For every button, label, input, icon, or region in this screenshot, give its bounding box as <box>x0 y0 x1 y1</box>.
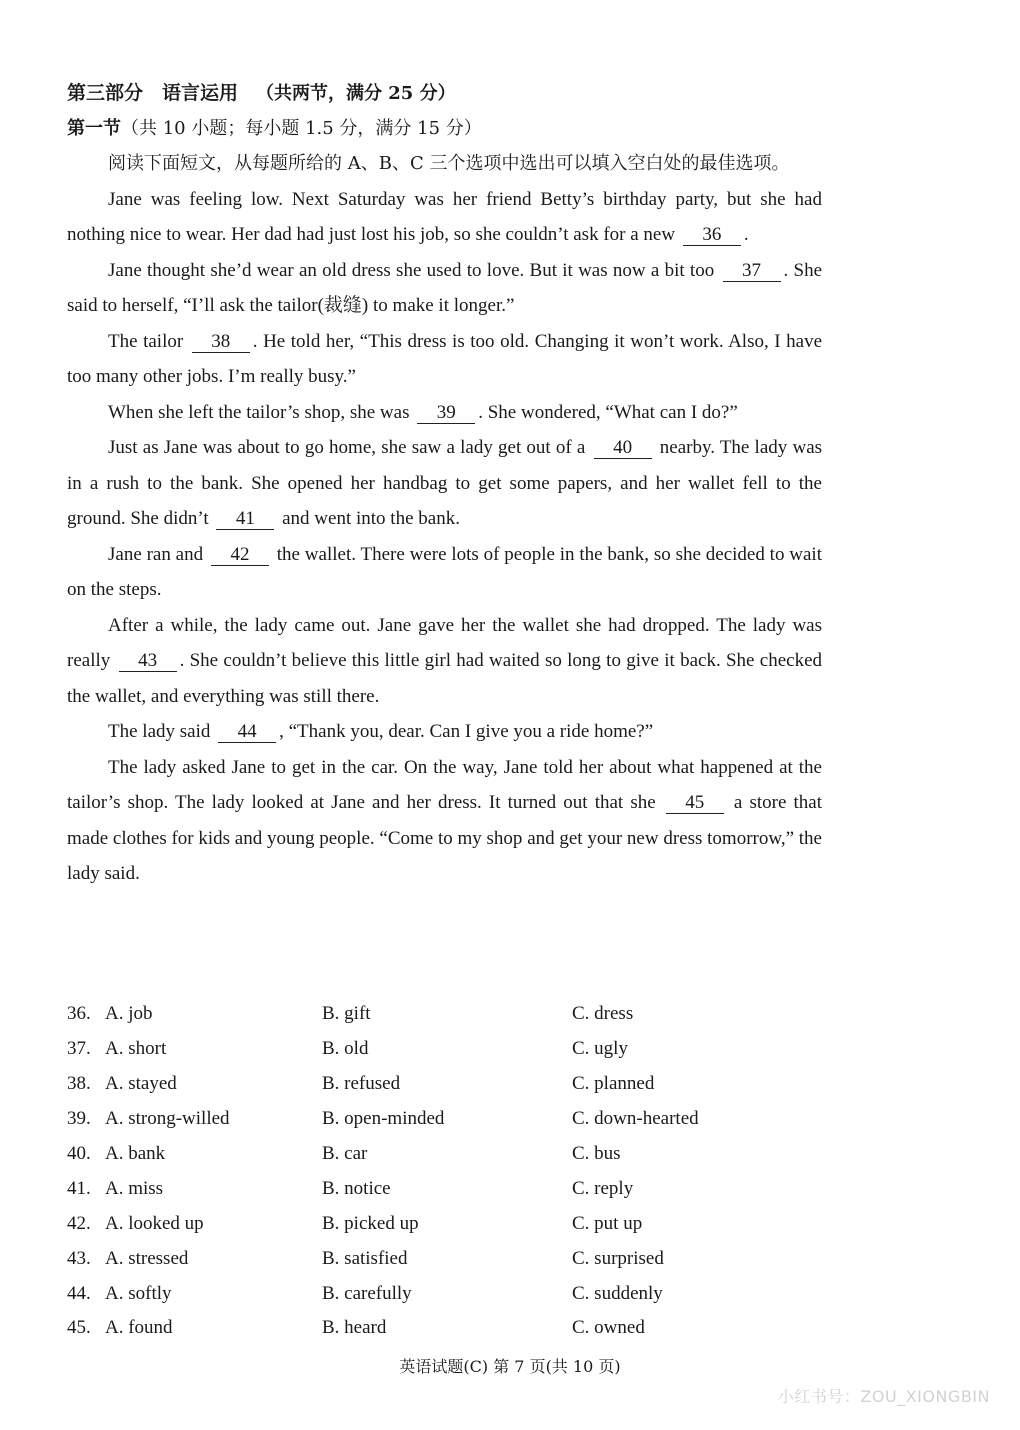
option-row <box>67 1137 827 1172</box>
option-b: B. carefully <box>322 1282 412 1304</box>
question-number: 36. <box>67 1003 91 1025</box>
option-a: A. strong-willed <box>105 1108 230 1130</box>
watermark: 小红书号：ZOU_XIONGBIN <box>777 1387 990 1406</box>
option-row <box>67 1032 827 1067</box>
option-c: C. planned <box>572 1073 655 1095</box>
option-c: C. dress <box>572 1003 634 1025</box>
option-b: B. heard <box>322 1317 387 1339</box>
paragraph-text: Just as Jane was about to go home, she saw a lady get out of a <box>108 437 586 458</box>
paragraph-4 <box>67 395 822 431</box>
paragraph-text: . She couldn’t believe this little girl had waited so long to give it back. She checked the wallet, and everything was still there. <box>67 650 822 707</box>
paragraph-text: After a while, the lady came out. Jane gave her the wallet she had dropped. The lady was really <box>67 614 822 671</box>
section-subtitle: （共 10 小题；每小题 1.5 分，满分 15 分） <box>121 118 482 139</box>
page-footer: 英语试题(C) 第 7 页(共 10 页) <box>399 1357 621 1376</box>
option-c: C. put up <box>572 1212 643 1234</box>
question-number: 38. <box>67 1073 91 1095</box>
paragraph-text: The tailor <box>108 330 184 352</box>
paragraph-text: Jane ran and <box>108 543 204 565</box>
paragraph-text: a store that made clothes for kids and young people. “Come to my shop and get your new dress tomorrow,” the lady said. <box>67 792 823 884</box>
paragraph-text: Jane thought she’d wear an old dress she used to love. But it was now a bit too <box>108 259 715 281</box>
question-number: 41. <box>67 1177 91 1199</box>
question-number: 42. <box>67 1212 91 1234</box>
blank-43: 43 <box>119 651 177 672</box>
paragraph-text: . She said to herself, “I’ll ask the tailor(裁缝) to make it longer.” <box>67 259 823 316</box>
paragraph-1 <box>67 182 822 253</box>
paragraph-text: , “Thank you, dear. Can I give you a ride home?” <box>279 721 654 742</box>
paragraph-6 <box>67 537 822 608</box>
option-c: C. owned <box>572 1317 645 1339</box>
part-heading <box>67 78 456 105</box>
option-b: B. old <box>322 1038 369 1060</box>
paragraph-2 <box>67 253 822 324</box>
paragraph-text: and went into the bank. <box>282 508 460 529</box>
option-row <box>67 997 827 1032</box>
paragraph-text: . She wondered, “What can I do?” <box>478 401 738 423</box>
option-c: C. surprised <box>572 1247 664 1269</box>
option-c: C. down-hearted <box>572 1108 699 1130</box>
paragraph-7 <box>67 608 822 715</box>
paragraph-3 <box>67 324 822 395</box>
blank-45: 45 <box>666 793 724 814</box>
option-b: B. picked up <box>322 1212 419 1234</box>
question-number: 37. <box>67 1038 91 1060</box>
part-subtitle: （共两节，满分 25 分） <box>256 83 456 104</box>
blank-39: 39 <box>417 403 475 424</box>
blank-40: 40 <box>594 438 652 459</box>
paragraph-text: . He told her, “This dress is too old. Changing it won’t work. Also, I have too many other jobs. I’m really busy.” <box>67 330 823 387</box>
section-title: 第一节 <box>67 118 121 139</box>
option-row <box>67 1276 827 1311</box>
paragraph-text: The lady said <box>108 721 211 742</box>
blank-37: 37 <box>723 261 781 282</box>
question-number: 39. <box>67 1108 91 1130</box>
paragraph-8 <box>67 714 822 750</box>
option-b: B. notice <box>322 1177 391 1199</box>
option-a: A. stressed <box>105 1247 189 1269</box>
blank-41: 41 <box>216 509 274 530</box>
option-b: B. satisfied <box>322 1247 408 1269</box>
answer-options <box>67 997 827 1346</box>
paragraph-5 <box>67 430 822 537</box>
instructions: 阅读下面短文，从每题所给的 A、B、C 三个选项中选出可以填入空白处的最佳选项。 <box>108 153 790 174</box>
option-a: A. found <box>105 1317 173 1339</box>
option-b: B. refused <box>322 1073 401 1095</box>
option-b: B. car <box>322 1143 368 1164</box>
paragraph-text: The lady asked Jane to get in the car. On the way, Jane told her about what happened at the tailor’s shop. The lady looked at Jane and her dress. It turned out that she <box>67 756 822 813</box>
question-number: 40. <box>67 1143 91 1164</box>
option-a: A. stayed <box>105 1073 177 1095</box>
option-row <box>67 1102 827 1137</box>
option-a: A. job <box>105 1003 153 1025</box>
question-number: 43. <box>67 1247 91 1269</box>
option-b: B. gift <box>322 1003 371 1025</box>
option-c: C. reply <box>572 1177 634 1199</box>
option-row <box>67 1067 827 1102</box>
question-number: 44. <box>67 1282 91 1304</box>
paragraph-text: the wallet. There were lots of people in the bank, so she decided to wait on the steps. <box>67 543 822 600</box>
part-title: 第三部分 语言运用 <box>67 82 239 104</box>
option-row <box>67 1171 827 1206</box>
paragraph-9 <box>67 750 822 892</box>
option-row <box>67 1206 827 1241</box>
paragraph-text: . <box>743 224 749 245</box>
blank-38: 38 <box>192 332 250 353</box>
blank-36: 36 <box>683 225 741 246</box>
paragraph-text: When she left the tailor’s shop, she was <box>108 401 410 423</box>
section-heading <box>67 114 482 140</box>
cloze-passage <box>67 146 822 892</box>
option-a: A. miss <box>105 1177 164 1199</box>
paragraph-text: Jane was feeling low. Next Saturday was her friend Betty’s birthday party, but she had nothing nice to wear. Her dad had just lost his job, so she couldn’t ask for a new <box>67 188 822 245</box>
option-a: A. bank <box>105 1143 166 1164</box>
option-a: A. short <box>105 1038 167 1060</box>
blank-44: 44 <box>218 722 276 743</box>
option-c: C. bus <box>572 1143 621 1164</box>
paragraph-text: nearby. The lady was in a rush to the bank. She opened her handbag to get some papers, and her wallet fell to the ground. She didn’t <box>67 437 823 529</box>
option-c: C. ugly <box>572 1038 628 1060</box>
option-row <box>67 1311 827 1346</box>
option-a: A. softly <box>105 1282 172 1304</box>
option-row <box>67 1241 827 1276</box>
option-c: C. suddenly <box>572 1282 663 1304</box>
option-a: A. looked up <box>105 1212 204 1234</box>
question-number: 45. <box>67 1317 91 1339</box>
blank-42: 42 <box>211 545 269 566</box>
option-b: B. open-minded <box>322 1108 445 1130</box>
